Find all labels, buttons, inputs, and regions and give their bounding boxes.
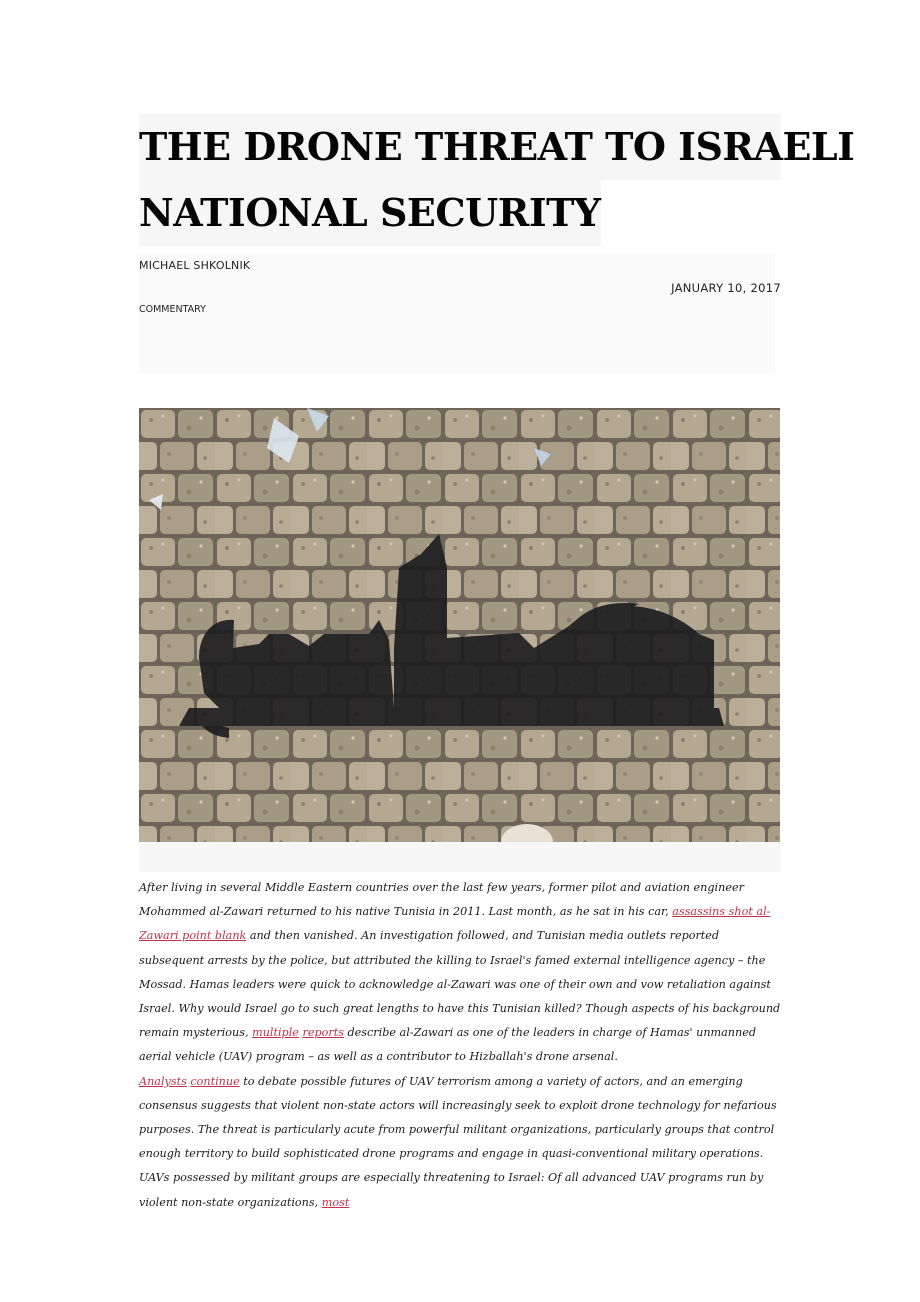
category-label[interactable]: COMMENTARY xyxy=(139,304,206,315)
paragraph-2 xyxy=(139,1070,785,1215)
link-most[interactable]: most xyxy=(321,1195,350,1209)
link-reports[interactable]: reports xyxy=(302,1026,344,1040)
hero-image xyxy=(139,408,780,842)
link-assassination[interactable]: assassins shot al-Zawari point blank xyxy=(139,905,771,943)
paragraph-1-text-3: describe al-Zawari as one of the leaders in charge of Hamas' unmanned aerial vehicle (UAV) program – as well as a contributor to Hizballah's drone arsenal. xyxy=(139,1026,756,1064)
paragraph-1 xyxy=(139,876,785,1070)
link-analysts[interactable]: Analysts xyxy=(139,1074,187,1088)
author-name[interactable]: MICHAEL SHKOLNIK xyxy=(139,259,251,272)
article-meta xyxy=(139,254,781,374)
publish-date: JANUARY 10, 2017 xyxy=(671,281,781,295)
article xyxy=(139,114,855,1209)
image-caption-band xyxy=(139,842,781,872)
link-multiple[interactable]: multiple xyxy=(252,1026,299,1040)
link-continue[interactable]: continue xyxy=(190,1074,240,1088)
article-title-line-2: NATIONAL SECURITY xyxy=(139,180,601,246)
paragraph-1-text-2: and then vanished. An investigation followed, and Tunisian media outlets reported subsequent arrests by the police, but attributed the killing to Israel's famed external intelligence agency – the Mossad. Hamas leaders were quick to acknowledge al-Zawari was one of their own and vow retaliation against Israel. Why would Israel go to such great lengths to have this Tunisian killed? Though aspects of his background remain mysterious, xyxy=(139,929,781,1040)
article-body xyxy=(139,876,785,1215)
paragraph-1-text-1: After living in several Middle Eastern countries over the last few years, former pilot and aviation engineer Mohammed al-Zawari returned to his native Tunisia in 2011. Last month, as he sat in his car, xyxy=(139,881,744,919)
paragraph-2-text-1: to debate possible futures of UAV terrorism among a variety of actors, and an emerging consensus suggests that violent non-state actors will increasingly seek to exploit drone technology for nefarious purposes. The threat is particularly acute from powerful militant organizations, particularly groups that control enough territory to build sophisticated drone programs and engage in quasi-conventional military operations. UAVs possessed by militant groups are especially threatening to Israel: Of all advanced UAV programs run by violent non-state organizations, xyxy=(139,1074,777,1209)
article-title-line-1: THE DRONE THREAT TO ISRAELI xyxy=(139,114,781,180)
